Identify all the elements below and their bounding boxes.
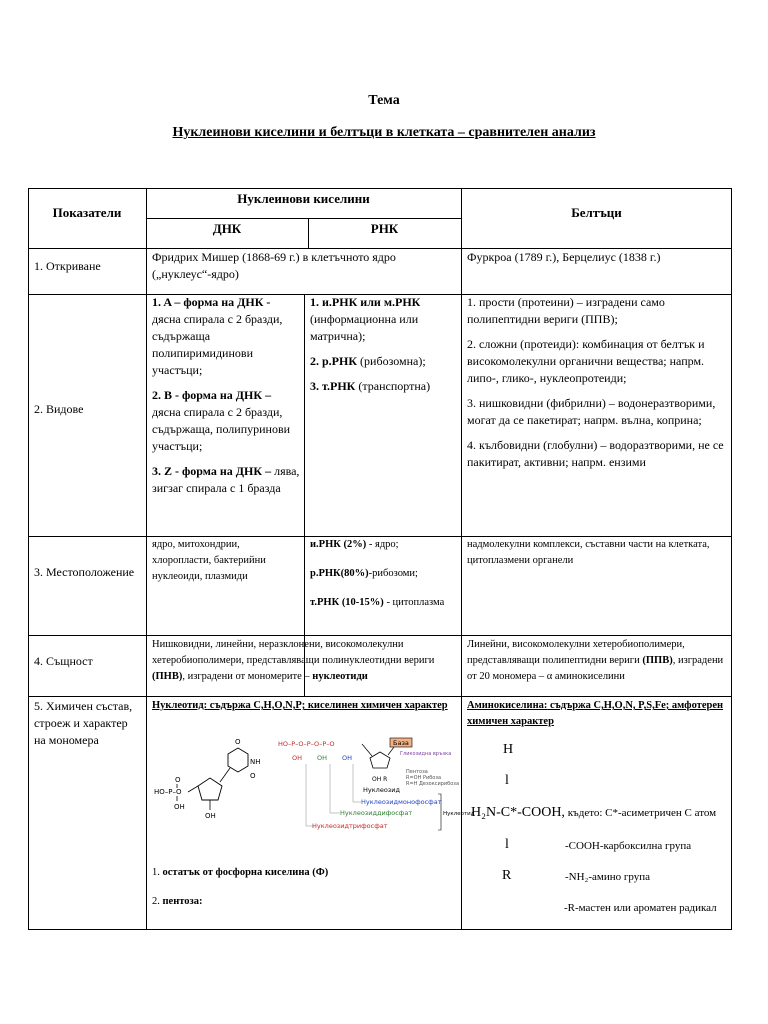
amino-acid-formula bbox=[471, 804, 733, 822]
glycosidic-bond-label: Гликозидна връзка bbox=[400, 751, 452, 757]
nucleoside-diphosphate-label: Нуклеозиддифосфат bbox=[340, 809, 413, 817]
triphosphate-oh-2: OH bbox=[317, 754, 328, 762]
mrna-title: 1. и.РНК или м.РНК bbox=[310, 295, 421, 309]
formula-h: H bbox=[503, 742, 514, 757]
phosphate-oh: OH bbox=[174, 803, 185, 811]
row-location-label: 3. Местоположение bbox=[34, 565, 135, 579]
dna-a-form-text: дясна спирала с 2 бразди, съдържаща полипиримидинови участъци; bbox=[152, 312, 283, 377]
rrna-location-text: -рибозоми; bbox=[368, 568, 418, 579]
row-discovery-label: 1. Откриване bbox=[34, 259, 101, 273]
nucleotide-bracket-label: Нуклеотид bbox=[443, 811, 475, 817]
base-oxygen-top: O bbox=[235, 738, 241, 746]
topic-heading: Тема bbox=[368, 93, 400, 108]
protein-type-2: 2. сложни (протеиди): комбинация от белтък и високомолекулни органични вещества; напрм. липо-, глико-, нуклеопротеиди; bbox=[467, 337, 705, 385]
dna-a-form-title: 1. A – форма на ДНК - bbox=[152, 295, 271, 309]
nucleotide-heading-term: Нуклеотид: bbox=[152, 700, 208, 711]
nucleotide-item-1-num: 1. bbox=[152, 867, 160, 878]
ribose-ring bbox=[370, 752, 390, 768]
base-nh: NH bbox=[250, 758, 261, 766]
dna-z-form-text: лява, зигзаг спирала с 1 бразда bbox=[152, 464, 300, 495]
row-location-proteins: надмолекулни комплекси, съставни части на клетката, цитоплазмени органели bbox=[467, 539, 710, 566]
row-discovery-nucleic: Фридрих Мишер (1868-69 г.) в клетъчното ядро („нуклеус“-ядро) bbox=[152, 250, 396, 281]
triphosphate-oh-1: OH bbox=[292, 754, 303, 762]
row-location-rna bbox=[310, 537, 458, 611]
essence-nucleic-text-2: , изградени от мономерите – bbox=[182, 671, 313, 682]
nucleotide-item-2-text: пентоза: bbox=[162, 896, 203, 907]
nucleoside-triphosphate-label: Нуклеозидтрифосфат bbox=[312, 822, 388, 830]
row-essence-proteins bbox=[467, 637, 729, 685]
essence-nucleic-text-1: Нишковидни, линейни, неразклонени, високомолекулни хетеробиополимери, представляващи полинуклеотидни вериги bbox=[152, 639, 435, 666]
header-proteins: Белтъци bbox=[571, 205, 622, 220]
protein-type-1: 1. прости (протеини) – изградени само полипептидни вериги (ППВ); bbox=[467, 295, 665, 326]
header-indicators: Показатели bbox=[52, 205, 122, 220]
col-divider-1 bbox=[146, 188, 147, 930]
protein-type-4: 4. кълбовидни (глобулни) – водоразтворими, не се пакитират, активни; напрм. ензими bbox=[467, 438, 724, 469]
nh2-group-note: -NH₂-амино група bbox=[565, 871, 651, 883]
r-radical-note: -R-мастен или ароматен радикал bbox=[564, 902, 717, 914]
nucleotide-heading-text: съдържа C,H,O,N,P; киселинен химичен характер bbox=[207, 700, 448, 711]
rrna-text: (рибозомна); bbox=[357, 354, 426, 368]
row-line-5 bbox=[28, 696, 732, 697]
ribose-note: R=OH Рибоза bbox=[406, 775, 442, 781]
base-ring bbox=[228, 748, 248, 772]
table-border-bottom bbox=[28, 929, 732, 930]
sugar-oh: OH bbox=[205, 812, 216, 820]
row-discovery-proteins: Фуркроа (1789 г.), Берцелиус (1838 г.) bbox=[467, 250, 661, 264]
row-composition-label: 5. Химичен състав, строеж и характер на мономера bbox=[34, 699, 133, 747]
trna-location-title: т.РНК (10-15%) bbox=[310, 597, 384, 608]
table-border-left bbox=[28, 188, 29, 930]
amino-acid-heading-term: Аминокиселина: bbox=[467, 700, 548, 711]
nucleoside-monophosphate-label: Нуклеозидмонофосфат bbox=[361, 798, 442, 806]
amino-acid-heading-text: съдържа C,H,O,N, P,S,Fe; амфотерен химичен характер bbox=[467, 700, 724, 727]
essence-nucleic-pnv: (ПНВ) bbox=[152, 671, 183, 682]
table-border-top bbox=[28, 188, 732, 189]
rrna-location-title: р.РНК(80%) bbox=[310, 568, 369, 579]
nucleotide-item-2 bbox=[152, 894, 457, 910]
row-essence-nucleic bbox=[152, 637, 457, 685]
essence-protein-text-2: , изградени от 20 мономера – α аминокиселини bbox=[467, 655, 724, 682]
essence-protein-text-1: Линейни, високомолекулни хетеробиополимери, представляващи полипептидни вериги bbox=[467, 639, 685, 666]
mrna-location-text: - ядро; bbox=[366, 539, 399, 550]
deoxyribose-ring bbox=[198, 778, 222, 800]
nucleotide-heading bbox=[152, 698, 457, 714]
nucleotide-item-1-text: остатък от фосфорна киселина (Ф) bbox=[162, 867, 329, 878]
formula-main: H₂N-C*-COOH, bbox=[471, 805, 565, 820]
formula-r: R bbox=[502, 868, 512, 883]
phosphate-label: HO–P–O bbox=[154, 788, 182, 796]
rrna-title: 2. р.РНК bbox=[310, 354, 358, 368]
base-box-label: База bbox=[393, 739, 409, 747]
nucleoside-label: Нуклеозид bbox=[363, 786, 400, 794]
formula-bond-bottom: l bbox=[505, 837, 509, 852]
dna-nucleotide-structure bbox=[154, 738, 261, 820]
header-rna: РНК bbox=[370, 221, 399, 236]
sugar-oh-r: OH R bbox=[372, 776, 388, 783]
protein-type-3: 3. нишковидни (фибрилни) – водонеразтворими, могат да се пакетират; напрм. вълна, коприна; bbox=[467, 396, 716, 427]
deoxyribose-note: R=H Дезоксирибоза bbox=[406, 781, 460, 787]
pentose-label: Пентоза bbox=[406, 769, 428, 775]
nucleotide-item-2-num: 2. bbox=[152, 896, 160, 907]
essence-protein-ppv: (ППВ) bbox=[642, 655, 673, 666]
row-essence-label: 4. Същност bbox=[34, 654, 93, 668]
mrna-location-title: и.РНК (2%) bbox=[310, 539, 367, 550]
col-divider-3 bbox=[461, 188, 462, 930]
subheader-line bbox=[146, 218, 461, 219]
mrna-text: (информационна или матрична); bbox=[310, 312, 419, 343]
nucleotide-triphosphate-structure bbox=[278, 738, 475, 830]
row-line-4 bbox=[28, 635, 732, 636]
formula-asymmetric-note: където: C*-асиметричен C атом bbox=[564, 807, 717, 819]
trna-text: (транспортна) bbox=[355, 379, 431, 393]
document-title: Нуклеинови киселини и белтъци в клетката – сравнителен анализ bbox=[172, 125, 596, 140]
dna-b-form-title: 2. B - форма на ДНК – bbox=[152, 388, 272, 402]
essence-nucleic-nucleotides: нуклеотиди bbox=[312, 671, 368, 682]
nucleotide-item-1 bbox=[152, 865, 457, 881]
comparison-table bbox=[28, 188, 732, 930]
cooh-group-note: -COOH-карбоксилна група bbox=[565, 840, 692, 852]
amino-acid-heading bbox=[467, 698, 729, 730]
triphosphate-oh-3: OH bbox=[342, 754, 353, 762]
nucleotide-structure-diagram bbox=[150, 736, 475, 846]
dna-b-form-text: дясна спирала с 2 бразди, съдържаща, полипуринови участъци; bbox=[152, 405, 291, 453]
triphosphate-label: HO–P–O–P–O–P–O bbox=[278, 740, 335, 748]
row-types-proteins bbox=[467, 294, 729, 479]
dna-z-form-title: 3. Z - форма на ДНК – bbox=[152, 464, 272, 478]
row-types-label: 2. Видове bbox=[34, 402, 84, 416]
header-dna: ДНК bbox=[212, 221, 242, 236]
row-types-rna bbox=[310, 294, 458, 403]
base-oxygen-right: O bbox=[250, 772, 256, 780]
row-types-dna bbox=[152, 294, 302, 505]
trna-location-text: - цитоплазма bbox=[383, 597, 445, 608]
formula-bond-top: l bbox=[505, 773, 509, 788]
header-nucleic-acids: Нуклеинови киселини bbox=[237, 191, 370, 206]
phosphate-oxygen-top: O bbox=[175, 776, 181, 784]
row-location-dna: ядро, митохондрии, хлоропласти, бактерийни нуклеоиди, плазмиди bbox=[152, 539, 266, 582]
trna-title: 3. т.РНК bbox=[310, 379, 356, 393]
